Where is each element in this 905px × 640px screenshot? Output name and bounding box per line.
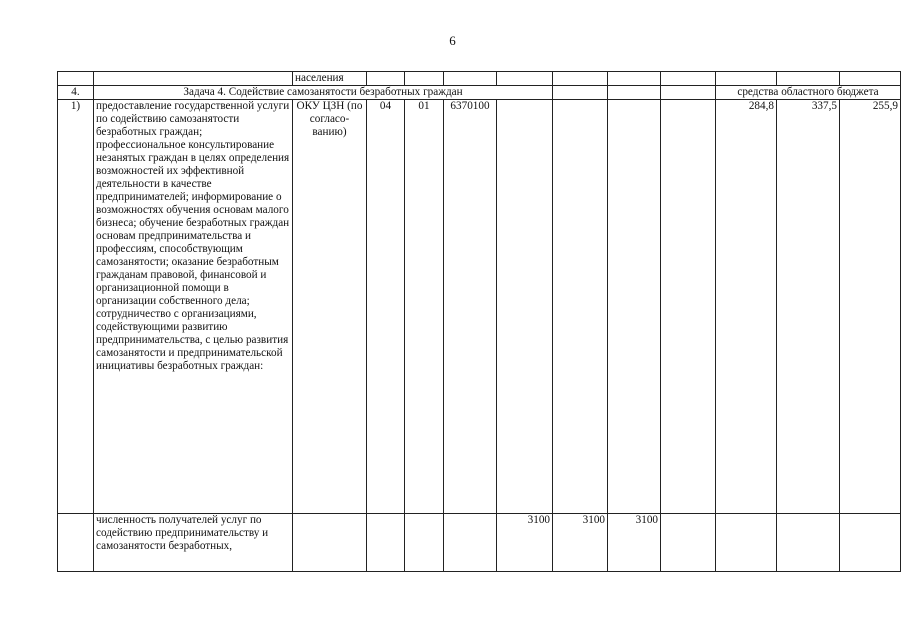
indicator-value-3: 3100 [608,514,661,572]
table-cell [840,72,901,86]
table-cell [608,86,661,100]
item-row [58,100,901,514]
table-cell [444,72,497,86]
table-cell [367,72,405,86]
item-value-2: 337,5 [777,100,840,514]
table-cell [405,72,444,86]
table-cell [293,514,367,572]
table-cell [497,100,553,514]
item-description: предоставление государственной услуги по содействию самозанятости безработных граждан; профессиональное консультирование незанятых граждан в целях определения возможностей их эффективной деятельности в качестве предпринимателей; информирование о возможностях обучения основам малого бизнеса; обучение безработных граждан основам предпринимательства и профессиям, способствующим самозанятости; оказание безработным гражданам правовой, финансовой и организационной помощи в организации собственного дела; сотрудничество с организациями, содействующими развитию предпринимательства, с целью развития самозанятости и предпринимательской инициативы безработных граждан: [94,100,293,514]
task-number: 4. [58,86,94,100]
table-cell [661,514,716,572]
code-section: 04 [367,100,405,514]
table-cell [608,72,661,86]
item-executor: ОКУ ЦЗН (по согласо-ванию) [293,100,367,514]
table-cell [661,72,716,86]
table-cell [367,514,405,572]
budget-table [57,71,901,572]
item-number: 1) [58,100,94,514]
table-cell [58,72,94,86]
table-cell [777,514,840,572]
table-cell [840,514,901,572]
funding-source: средства областного бюджета [716,86,901,100]
table-cell [405,514,444,572]
indicator-value-1: 3100 [497,514,553,572]
table-cell-population: населения [293,72,367,86]
table-cell [497,72,553,86]
page-number: 6 [449,33,456,48]
indicator-description: численность получателей услуг по содействию предпринимательству и самозанятости безработных, [94,514,293,572]
task-row [58,86,901,100]
table-cell [444,514,497,572]
table-cell [661,86,716,100]
table-cell [777,72,840,86]
table-cell [553,100,608,514]
indicator-value-2: 3100 [553,514,608,572]
code-subsection: 01 [405,100,444,514]
table-cell [553,72,608,86]
table-cell [661,100,716,514]
table-row [58,72,901,86]
task-title: Задача 4. Содействие самозанятости безработных граждан [94,86,553,100]
code-target-article: 6370100 [444,100,497,514]
item-value-1: 284,8 [716,100,777,514]
table-cell [716,72,777,86]
indicator-row [58,514,901,572]
table-cell [608,100,661,514]
item-value-3: 255,9 [840,100,901,514]
table-cell [58,514,94,572]
table-cell [553,86,608,100]
table-cell [716,514,777,572]
table-cell [94,72,293,86]
